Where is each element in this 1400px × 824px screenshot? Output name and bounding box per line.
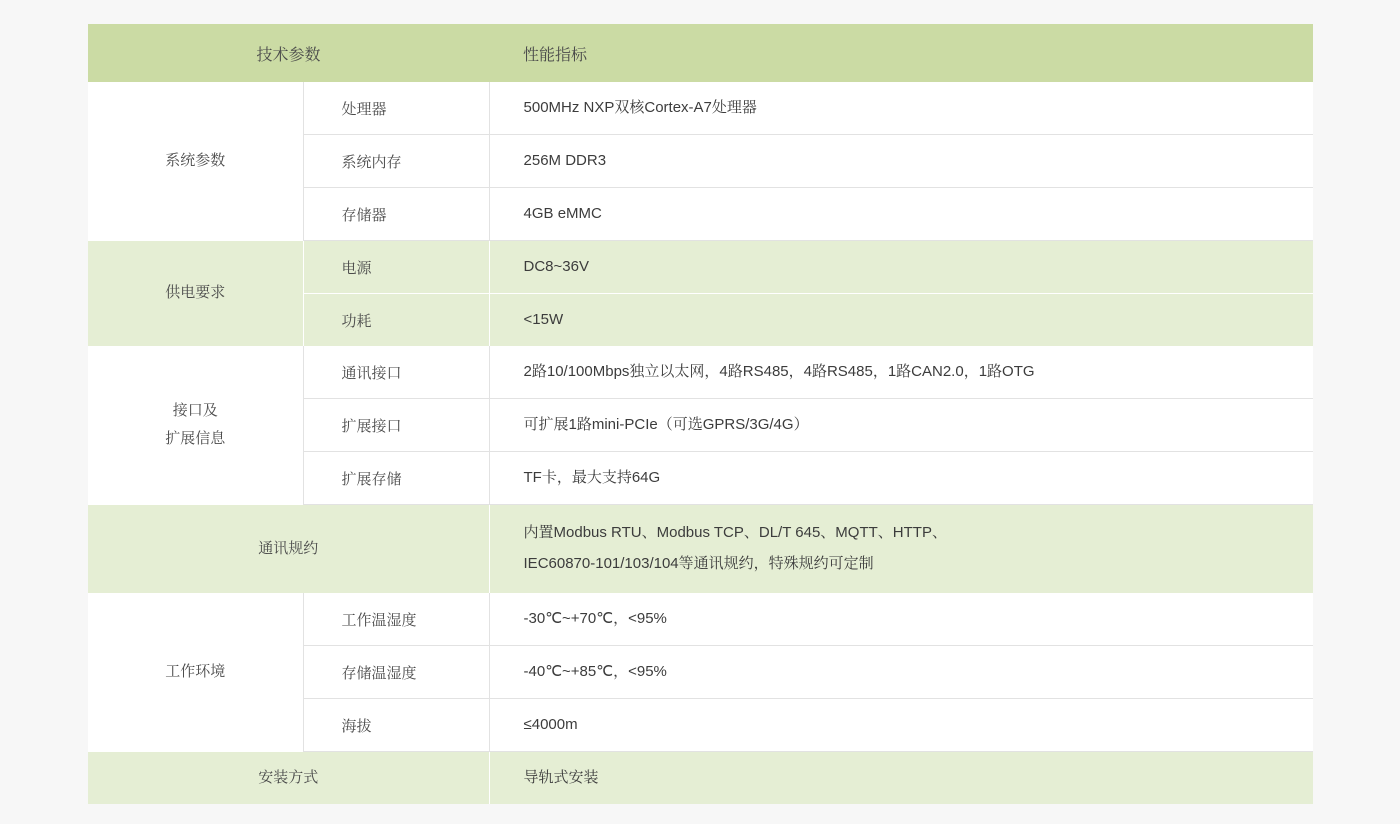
row-value-altitude: ≤4000m — [489, 699, 1313, 752]
row-value-storage: 4GB eMMC — [489, 188, 1313, 241]
table-row — [88, 593, 1313, 646]
row-label-altitude: 海拔 — [303, 699, 489, 752]
header-cell-performance-index: 性能指标 — [489, 24, 1313, 82]
table-row — [88, 241, 1313, 294]
row-label-operating-temp-humidity: 工作温湿度 — [303, 593, 489, 646]
protocol-line-2: IEC60870-101/103/104等通讯规约，特殊规约可定制 — [523, 555, 874, 572]
row-label-communication-interface: 通讯接口 — [303, 346, 489, 399]
group-label-operating-environment: 工作环境 — [88, 593, 303, 752]
row-label-expansion-interface: 扩展接口 — [303, 399, 489, 452]
row-label-system-memory: 系统内存 — [303, 135, 489, 188]
row-value-communication-protocol — [489, 505, 1313, 594]
group-label-power-supply: 供电要求 — [88, 241, 303, 347]
protocol-line-1: 内置Modbus RTU、Modbus TCP、DL/T 645、MQTT、HTTP、 — [523, 524, 947, 542]
row-value-power-consumption: <15W — [489, 294, 1313, 347]
group-label-installation-method: 安装方式 — [88, 752, 489, 805]
row-value-expansion-interface: 可扩展1路mini-PCIe（可选GPRS/3G/4G） — [489, 399, 1313, 452]
table-row — [88, 82, 1313, 135]
row-label-processor: 处理器 — [303, 82, 489, 135]
row-label-storage: 存储器 — [303, 188, 489, 241]
row-label-expansion-storage: 扩展存储 — [303, 452, 489, 505]
row-value-processor: 500MHz NXP双核Cortex-A7处理器 — [489, 82, 1313, 135]
group-label-system-parameters: 系统参数 — [88, 82, 303, 241]
row-value-system-memory: 256M DDR3 — [489, 135, 1313, 188]
group-label-line-2: 扩展信息 — [165, 430, 226, 448]
row-label-power-source: 电源 — [303, 241, 489, 294]
row-value-expansion-storage: TF卡，最大支持64G — [489, 452, 1313, 505]
specification-table-wrapper — [88, 24, 1313, 804]
group-label-line-1: 接口及 — [172, 401, 218, 419]
group-label-interface-expansion — [88, 346, 303, 505]
row-value-storage-temp-humidity: -40℃~+85℃，<95% — [489, 646, 1313, 699]
specification-table — [88, 24, 1313, 804]
table-row — [88, 505, 1313, 594]
row-label-storage-temp-humidity: 存储温湿度 — [303, 646, 489, 699]
row-label-power-consumption: 功耗 — [303, 294, 489, 347]
table-header-row — [88, 24, 1313, 82]
group-label-communication-protocol: 通讯规约 — [88, 505, 489, 594]
row-value-power-source: DC8~36V — [489, 241, 1313, 294]
row-value-operating-temp-humidity: -30℃~+70℃，<95% — [489, 593, 1313, 646]
row-value-installation-method: 导轨式安装 — [489, 752, 1313, 805]
table-row — [88, 346, 1313, 399]
row-value-communication-interface: 2路10/100Mbps独立以太网，4路RS485，4路RS485，1路CAN2.0，1路OTG — [489, 346, 1313, 399]
table-row — [88, 752, 1313, 805]
header-cell-technical-parameters: 技术参数 — [88, 24, 489, 82]
